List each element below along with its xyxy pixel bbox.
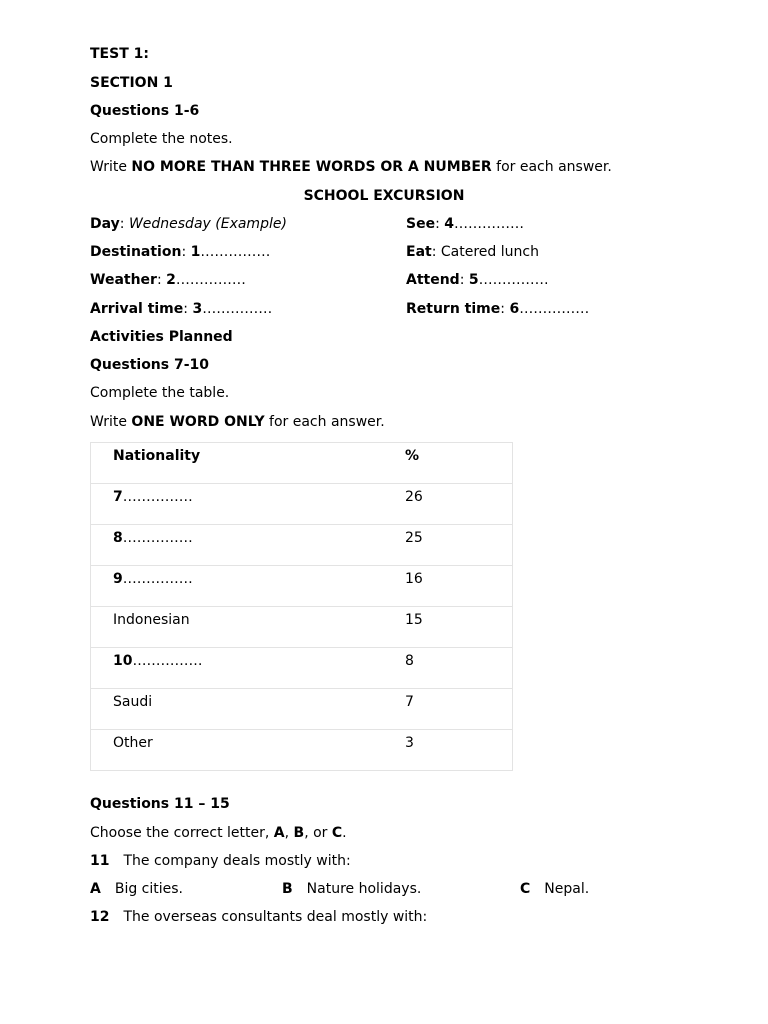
question-text: The overseas consultants deal mostly with:: [123, 909, 428, 925]
question-12: [90, 908, 427, 926]
question-number: 6: [509, 301, 520, 317]
table-row: [91, 484, 513, 525]
note-day: [90, 215, 287, 233]
table-cell: [405, 689, 513, 730]
header-percent: %: [405, 448, 420, 464]
question-11: [90, 852, 351, 870]
percent-value: 26: [405, 489, 423, 505]
instr-text: , or: [304, 825, 332, 841]
note-value: Catered lunch: [440, 244, 539, 260]
table-cell: [91, 484, 406, 525]
test-heading: TEST 1:: [90, 46, 149, 62]
question-number: 5: [468, 272, 479, 288]
question-number: 3: [192, 301, 203, 317]
option-a: [90, 880, 183, 898]
notes-title: SCHOOL EXCURSION: [303, 188, 465, 204]
option-c: [520, 880, 589, 898]
answer-blank: ……………: [132, 653, 203, 669]
note-sep: :: [431, 244, 441, 260]
nationality-table: [90, 442, 513, 771]
write-suffix: for each answer.: [491, 159, 612, 175]
notes-instruction: Complete the notes.: [90, 131, 233, 147]
note-label: Arrival time: [90, 301, 184, 317]
cell-text: [113, 566, 193, 587]
table-cell: [405, 566, 513, 607]
answer-blank: ……………: [202, 301, 273, 317]
write-suffix: for each answer.: [264, 414, 385, 430]
write-prefix: Write: [90, 414, 132, 430]
write-prefix: Write: [90, 159, 132, 175]
table-cell: [405, 484, 513, 525]
note-return-time: [406, 300, 589, 318]
cell-text: [113, 689, 152, 710]
note-value: Wednesday (Example): [128, 216, 287, 232]
question-number: 4: [444, 216, 454, 232]
header-nationality: Nationality: [113, 448, 201, 464]
option-text: Big cities.: [114, 881, 183, 897]
word-limit-instruction: [90, 158, 612, 176]
answer-blank: ……………: [478, 272, 549, 288]
section-heading: SECTION 1: [90, 75, 173, 91]
table-row: [91, 689, 513, 730]
note-attend: [406, 271, 549, 289]
answer-blank: ……………: [200, 244, 271, 260]
note-weather: [90, 271, 246, 289]
answer-blank: ……………: [122, 489, 193, 505]
question-number: 11: [90, 853, 110, 869]
note-sep: :: [435, 216, 445, 232]
option-letter: C: [520, 881, 531, 897]
word-limit-bold: NO MORE THAN THREE WORDS OR A NUMBER: [131, 159, 492, 175]
word-limit-bold: ONE WORD ONLY: [131, 414, 265, 430]
question-number: 9: [113, 571, 123, 587]
question-number: 2: [166, 272, 176, 288]
table-instruction: Complete the table.: [90, 385, 230, 401]
table-cell: [405, 648, 513, 689]
note-label: Attend: [406, 272, 460, 288]
cell-text: [113, 730, 153, 751]
table-header-cell: [91, 443, 406, 484]
instr-text: .: [342, 825, 347, 841]
cell-text: [113, 607, 190, 628]
question-text: The company deals mostly with:: [123, 853, 351, 869]
note-see: [406, 215, 524, 233]
table-row: [91, 730, 513, 771]
note-eat: [406, 243, 539, 261]
cell-text: [113, 525, 193, 546]
table-cell: [91, 648, 406, 689]
question-number: 7: [113, 489, 123, 505]
nationality-name: Other: [113, 735, 153, 751]
table-cell: [91, 566, 406, 607]
note-label: Weather: [90, 272, 157, 288]
question-number: 10: [113, 653, 133, 669]
question-number: 12: [90, 909, 110, 925]
note-destination: [90, 243, 270, 261]
note-label: Destination: [90, 244, 182, 260]
note-sep: :: [156, 272, 167, 288]
table-header-cell: [405, 443, 513, 484]
table-cell: [91, 689, 406, 730]
option-letter: B: [282, 881, 293, 897]
table-cell: [405, 607, 513, 648]
note-label: Return time: [406, 301, 501, 317]
note-label: See: [406, 216, 436, 232]
answer-blank: ……………: [122, 530, 193, 546]
option-text: Nepal.: [544, 881, 590, 897]
note-label: Day: [90, 216, 120, 232]
note-label: Eat: [406, 244, 432, 260]
questions-11-15-heading: Questions 11 – 15: [90, 796, 230, 812]
percent-value: 7: [405, 694, 414, 710]
letter-c: C: [331, 825, 343, 841]
percent-value: 25: [405, 530, 423, 546]
table-cell: [91, 525, 406, 566]
table-header-row: [91, 443, 513, 484]
note-sep: :: [183, 301, 193, 317]
table-cell: [91, 607, 406, 648]
option-text: Nature holidays.: [306, 881, 422, 897]
note-arrival-time: [90, 300, 272, 318]
table-row: [91, 607, 513, 648]
questions-7-10-heading: Questions 7-10: [90, 357, 210, 373]
cell-text: [113, 484, 193, 505]
instr-text: ,: [284, 825, 294, 841]
one-word-instruction: [90, 413, 385, 431]
table-cell: [405, 525, 513, 566]
table-row: [91, 525, 513, 566]
table-row: [91, 648, 513, 689]
letter-a: A: [273, 825, 285, 841]
note-sep: :: [459, 272, 469, 288]
nationality-name: Indonesian: [113, 612, 190, 628]
answer-blank: ……………: [454, 216, 524, 232]
letter-b: B: [293, 825, 305, 841]
table-row: [91, 566, 513, 607]
questions-1-6-heading: Questions 1-6: [90, 103, 200, 119]
table-cell: [91, 730, 406, 771]
answer-blank: ……………: [519, 301, 590, 317]
cell-text: [113, 648, 202, 669]
activities-heading: Activities Planned: [90, 329, 233, 345]
answer-blank: ……………: [122, 571, 193, 587]
note-sep: :: [119, 216, 129, 232]
question-number: 1: [190, 244, 201, 260]
choose-letter-instruction: [90, 824, 347, 842]
percent-value: 16: [405, 571, 423, 587]
note-sep: :: [181, 244, 191, 260]
percent-value: 15: [405, 612, 423, 628]
nationality-name: Saudi: [113, 694, 153, 710]
question-number: 8: [113, 530, 123, 546]
percent-value: 3: [405, 735, 414, 751]
note-sep: :: [500, 301, 510, 317]
instr-text: Choose the correct letter,: [90, 825, 274, 841]
option-b: [282, 880, 421, 898]
option-letter: A: [90, 881, 101, 897]
percent-value: 8: [405, 653, 414, 669]
answer-blank: ……………: [175, 272, 246, 288]
table-cell: [405, 730, 513, 771]
